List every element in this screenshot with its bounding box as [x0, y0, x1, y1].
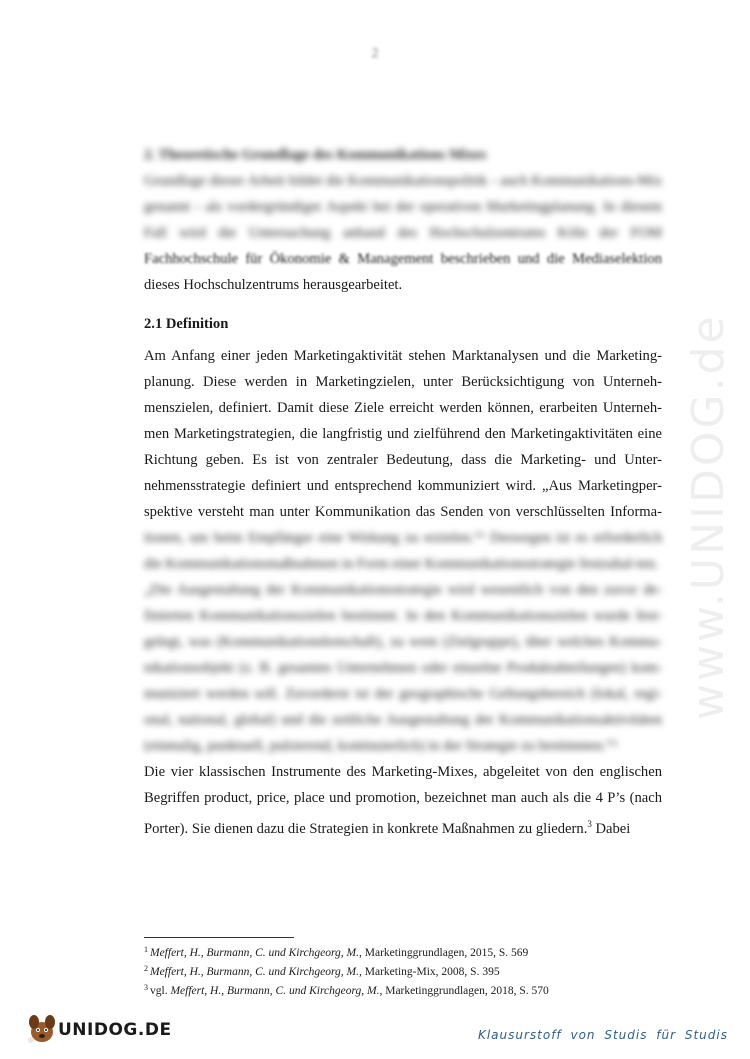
footnote-3: $^3$ vgl. Meffert, H., Burmann, C. und Kirchgeorg, M., Marketinggrundlagen, 2018, S. 570	[144, 983, 549, 997]
intro-line-5: dieses Hochschulzentrums herausgearbeitet.	[144, 277, 403, 293]
footnote-2: $^2$ Meffert, H., Burmann, C. und Kirchgeorg, M., Marketing-Mix, 2008, S. 395	[144, 964, 500, 978]
footnotes	[144, 942, 664, 999]
footnote-divider	[144, 937, 294, 938]
instruments-tail: Dabei	[591, 821, 631, 837]
quote-paragraph: „Die Ausgestaltung der Kommunikationsstrategie wird wesentlich von den zuvor de-finierten Kommunikationszielen bestimmt. In den Kommunikationszielen wurde fest-gelegt, was (Kommunikationsbotschaft), zu wem (Zielgruppe), über welches Kommu-nikationsobjekt (z. B. gesamtes Unternehmen oder einzelne Produktabteilungen) kom-muniziert werden soll. Zuvorderst ist der geographische Geltungsbereich (lokal, regi-onal, national, global) und die zeitliche Ausgestaltung der Kommunikationsaktivitäten (einmalig, punktuell, pulsierend, kontinuierlich) in der Strategie zu bestimmen.“²	[144, 582, 662, 754]
intro-blurred-text: Grundlage dieser Arbeit bildet die Kommunikationspolitik - auch Kommunikations-Mix genannt - als vordergründiger Aspekt bei der operativen Marketingplanung. In diesem Fall wird die Untersuchung anhand des Hochschulzentrums Köln der FOM	[144, 173, 662, 241]
intro-line-4: Fachhochschule für Ökonomie & Management beschrieben und die Mediaselektion	[144, 251, 662, 267]
definition-blurred-text: tionen, um beim Empfänger eine Wirkung zu erzielen.“¹ Deswegen ist es erforderlich die Kommunikationsmaßnahmen in Form einer Kommunikationsstrategie festzuhal-ten.	[144, 530, 662, 572]
logo-text: UNIDOG.DE	[58, 1020, 172, 1040]
section-intro	[144, 168, 662, 298]
document-body	[144, 142, 662, 842]
definition-visible-text: Am Anfang einer jeden Marketingaktivität stehen Marktanalysen und die Marketing-planung. Diese werden in Marketingzielen, unter Berücksichtigung von Unterneh-menszielen, definiert. Damit diese Ziele erreicht werden können, erarbeiten Unterneh-men Marketingstrategien, die langfristig und zielführend den Marketingaktivitäten eine Richtung geben. Es ist von zentraler Bedeutung, dass die Marketing- und Unter-nehmensstrategie definiert und entsprechend kommuniziert wird. „Aus Marketingper-spektive versteht man unter Kommunikation das Senden von verschlüsselten Informa-	[144, 348, 662, 520]
subsection-heading: 2.1 Definition	[144, 316, 229, 332]
instruments-paragraph	[144, 759, 662, 842]
tagline: Klausurstoff von Studis für Studis	[477, 1028, 728, 1042]
watermark: www.UNIDOG.de	[683, 313, 734, 720]
footnote-ref-3: 3	[587, 819, 592, 829]
definition-paragraph	[144, 343, 662, 577]
section-heading: 2. Theoretische Grundlage des Kommunikations Mixes	[144, 147, 487, 163]
instruments-text: Die vier klassischen Instrumente des Marketing-Mixes, abgeleitet von den englischen Begriffen product, price, place und promotion, bezeichnet man auch als die 4 P’s (nach Porter). Sie dienen dazu die Strategien in konkrete Maßnahmen zu gliedern.	[144, 764, 662, 837]
page-number: 2	[371, 46, 379, 61]
footnote-1: $^1$ Meffert, H., Burmann, C. und Kirchgeorg, M., Marketinggrundlagen, 2015, S. 569	[144, 945, 529, 959]
